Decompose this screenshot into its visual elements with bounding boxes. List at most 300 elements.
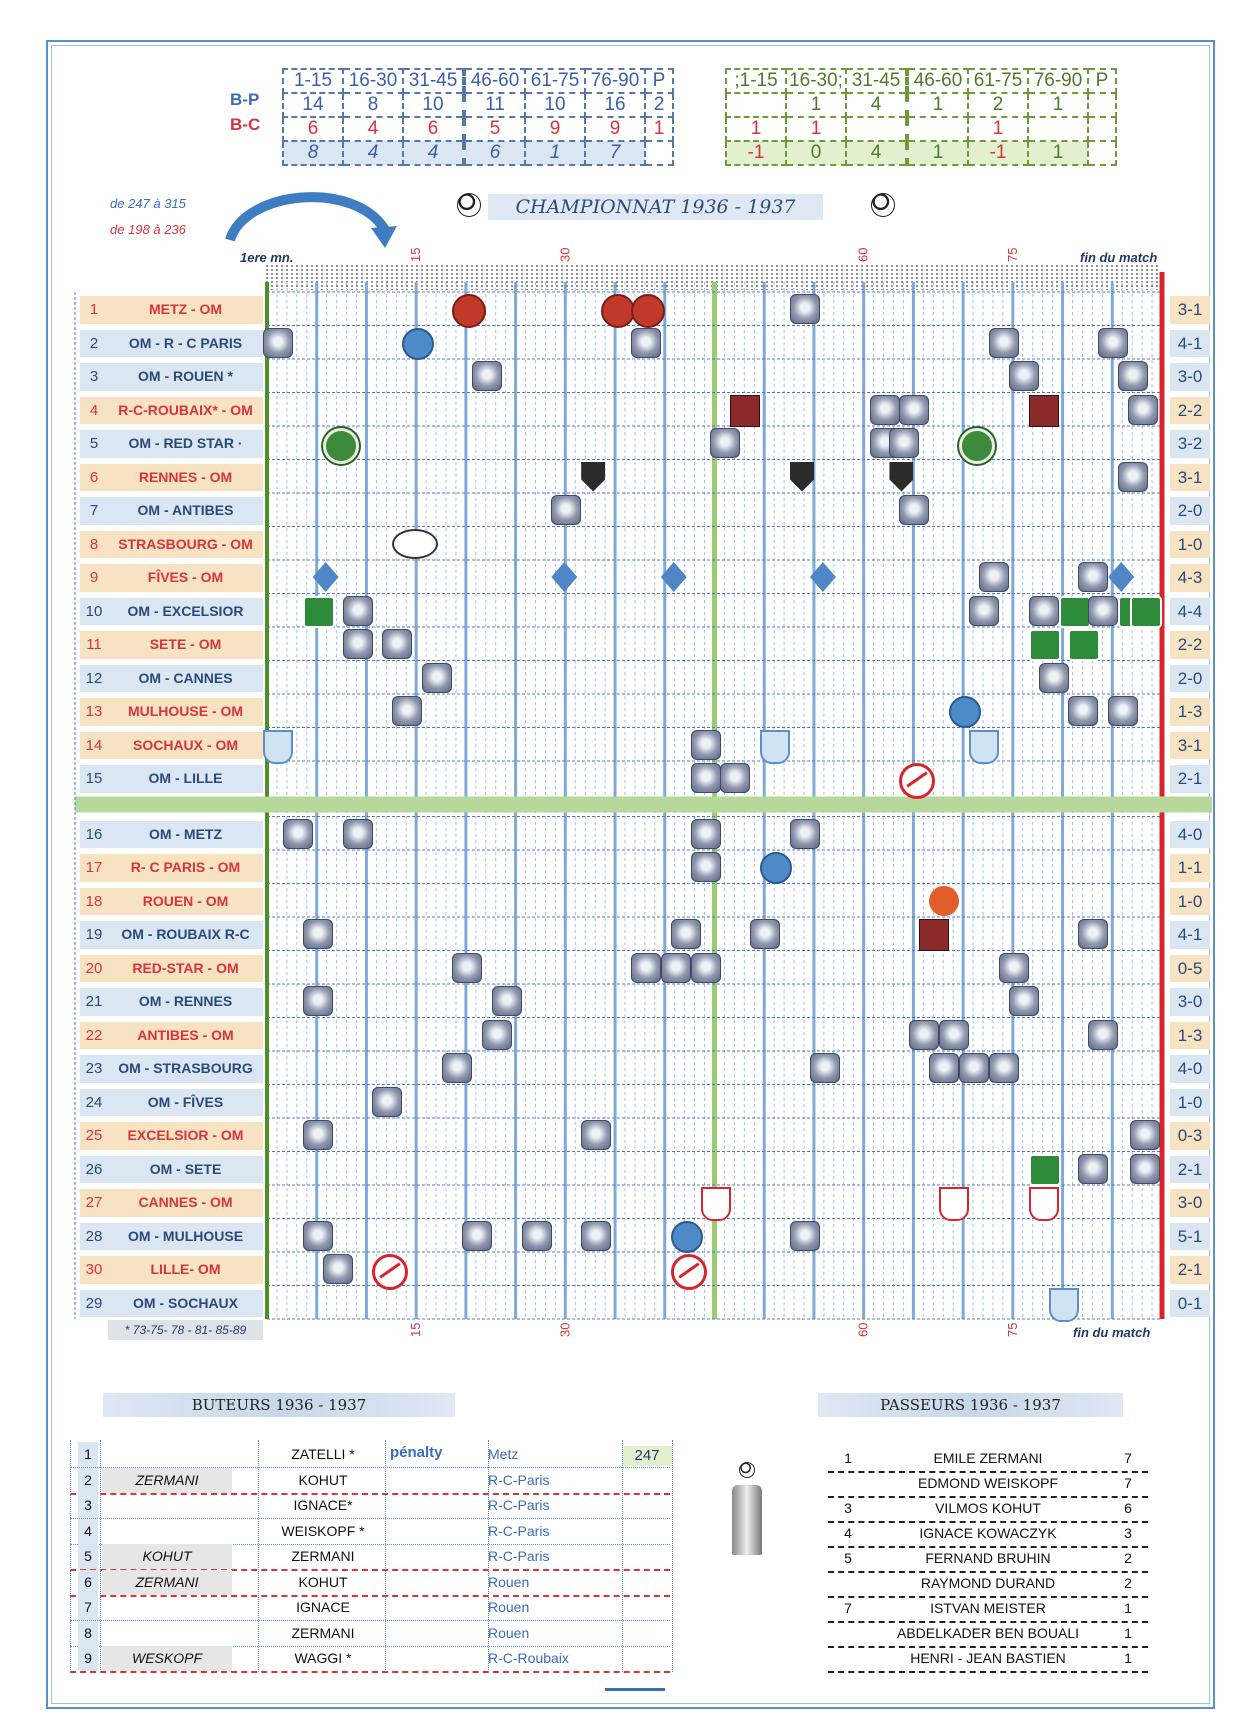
stats-cell: 1 xyxy=(907,93,968,117)
match-score: 4-4 xyxy=(1170,598,1210,626)
match-number: 10 xyxy=(80,598,108,626)
stats-cell: 4 xyxy=(343,117,403,141)
passer-count: 1 xyxy=(1124,1650,1132,1666)
om-goal-icon xyxy=(750,919,780,949)
match-score: 3-2 xyxy=(1170,430,1210,458)
match-number: 8 xyxy=(80,531,108,559)
om-goal-icon xyxy=(969,596,999,626)
match-name: OM - FÎVES xyxy=(108,1089,263,1117)
opponent-name: R-C-Paris xyxy=(488,1471,550,1488)
match-number: 7 xyxy=(80,497,108,525)
passer-count: 6 xyxy=(1124,1500,1132,1516)
match-name: ANTIBES - OM xyxy=(108,1022,263,1050)
opponent-goal-icon xyxy=(959,428,995,464)
stats-cell: ;1-15 xyxy=(726,69,786,93)
stats-cell: 31-45 xyxy=(846,69,907,93)
scorer-number: 2 xyxy=(78,1468,98,1493)
match-number: 28 xyxy=(80,1223,108,1251)
passer-count: 1 xyxy=(1124,1600,1132,1616)
passer-count: 3 xyxy=(1124,1525,1132,1541)
match-score: 2-1 xyxy=(1170,1156,1210,1184)
om-goal-icon xyxy=(810,1053,840,1083)
scorer-number: 1 xyxy=(78,1442,98,1467)
om-goal-icon xyxy=(631,328,661,358)
match-number: 20 xyxy=(80,955,108,983)
scorer-name: WAGGI * xyxy=(294,1650,352,1666)
passer-rank: 4 xyxy=(844,1525,852,1541)
opponent-name: Rouen xyxy=(488,1599,530,1615)
om-goal-icon xyxy=(1078,1154,1108,1184)
stats-cell: -1 xyxy=(968,141,1028,165)
bp-label: B-P xyxy=(230,90,260,109)
om-goal-icon xyxy=(631,953,661,983)
match-name: OM - RED STAR · xyxy=(108,430,263,458)
stats-cell: 1 xyxy=(786,117,846,141)
match-name: OM - CANNES xyxy=(108,665,263,693)
match-number: 16 xyxy=(80,821,108,849)
scorer-row xyxy=(70,1519,670,1545)
arrow-right-icon xyxy=(605,1688,665,1691)
assist-name: ZERMANI xyxy=(102,1468,232,1493)
scorer-number: 9 xyxy=(78,1646,98,1671)
opponent-goal-icon xyxy=(1029,1187,1059,1221)
om-goal-icon xyxy=(303,1221,333,1251)
passer-row xyxy=(828,1471,1148,1498)
opponent-name: R-C-Paris xyxy=(488,1497,550,1513)
om-goal-icon xyxy=(1128,395,1158,425)
om-goal-icon xyxy=(392,696,422,726)
opponent-goal-icon xyxy=(730,395,760,427)
match-number: 1 xyxy=(80,296,108,324)
opponent-goal-icon xyxy=(1049,1288,1079,1322)
table-divider xyxy=(385,1440,386,1672)
om-goal-icon xyxy=(989,328,1019,358)
om-goal-icon xyxy=(482,1020,512,1050)
opponent-goal-icon xyxy=(323,428,359,464)
opponent-goal-icon xyxy=(760,730,790,764)
scorer-number: 8 xyxy=(78,1621,98,1646)
match-name: OM - LILLE xyxy=(108,765,263,793)
passer-row xyxy=(828,1621,1148,1648)
stats-cell: P xyxy=(645,69,673,93)
table-divider xyxy=(100,1440,101,1672)
bc-label: B-C xyxy=(230,115,261,134)
trophy-icon xyxy=(732,1485,762,1555)
stats-cell: 1 xyxy=(726,117,786,141)
match-number: 29 xyxy=(80,1290,108,1318)
om-goal-icon xyxy=(323,1254,353,1284)
match-score: 1-1 xyxy=(1170,854,1210,882)
om-goal-icon xyxy=(1130,1120,1160,1150)
match-name: R- C PARIS - OM xyxy=(108,854,263,882)
om-goal-icon xyxy=(870,395,900,425)
om-goal-icon xyxy=(939,1020,969,1050)
om-goal-icon xyxy=(382,629,412,659)
match-number: 21 xyxy=(80,988,108,1016)
end-label-top: fin du match xyxy=(1080,250,1158,265)
opponent-goal-icon xyxy=(452,294,486,328)
om-goal-icon xyxy=(581,1221,611,1251)
passer-rank xyxy=(838,1621,858,1646)
om-goal-icon xyxy=(710,428,740,458)
stats-cell: 6 xyxy=(283,117,343,141)
opponent-goal-icon xyxy=(671,1254,707,1290)
match-name: STRASBOURG - OM xyxy=(108,531,263,559)
match-name: ROUEN - OM xyxy=(108,888,263,916)
opponent-goal-icon xyxy=(969,730,999,764)
om-goal-icon xyxy=(462,1221,492,1251)
om-goal-icon xyxy=(1118,361,1148,391)
opponent-goal-icon xyxy=(601,294,635,328)
assist-name xyxy=(102,1519,232,1544)
om-goal-icon xyxy=(720,763,750,793)
stats-cell: 16 xyxy=(585,93,645,117)
opponent-goal-icon xyxy=(1059,596,1091,628)
stats-cell: 1 xyxy=(1028,93,1088,117)
stats-cell: 16-30 xyxy=(343,69,403,93)
om-goal-icon xyxy=(1088,1020,1118,1050)
match-score: 3-1 xyxy=(1170,464,1210,492)
om-goal-icon xyxy=(303,986,333,1016)
stats-cell: 61-75 xyxy=(525,69,585,93)
stats-cell: 1 xyxy=(968,117,1028,141)
stats-cell: 8 xyxy=(343,93,403,117)
match-name: OM - MULHOUSE xyxy=(108,1223,263,1251)
scorer-name: ZERMANI xyxy=(291,1624,355,1641)
match-number: 17 xyxy=(80,854,108,882)
passer-name: RAYMOND DURAND xyxy=(920,1575,1056,1591)
assist-name xyxy=(102,1595,232,1620)
match-number: 15 xyxy=(80,765,108,793)
om-goal-icon xyxy=(1009,986,1039,1016)
assist-name xyxy=(102,1621,232,1646)
om-goal-icon xyxy=(671,919,701,949)
match-score: 4-0 xyxy=(1170,821,1210,849)
stats-cell: 1 xyxy=(786,93,846,117)
match-score: 4-0 xyxy=(1170,1055,1210,1083)
passer-rank xyxy=(838,1571,858,1596)
stats-cell: 4 xyxy=(403,141,464,165)
stats-cell: 1 xyxy=(907,141,968,165)
opponent-goal-icon xyxy=(1068,629,1100,661)
om-goal-icon xyxy=(691,852,721,882)
match-name: OM - EXCELSIOR xyxy=(108,598,263,626)
stats-cell: 11 xyxy=(464,93,525,117)
passer-name: EMILE ZERMANI xyxy=(933,1450,1043,1466)
stats-cell: 1-15 xyxy=(283,69,343,93)
om-goal-icon xyxy=(472,361,502,391)
om-goal-icon xyxy=(989,1053,1019,1083)
scorer-row xyxy=(70,1646,670,1673)
om-goal-icon xyxy=(1088,596,1118,626)
om-goal-icon xyxy=(790,1221,820,1251)
om-goal-icon xyxy=(1130,1154,1160,1184)
match-score: 1-3 xyxy=(1170,698,1210,726)
scorer-name: IGNACE* xyxy=(293,1497,353,1513)
match-score: 1-3 xyxy=(1170,1022,1210,1050)
match-score: 1-0 xyxy=(1170,1089,1210,1117)
opponent-goal-icon xyxy=(1130,596,1162,628)
opponent-goal-icon xyxy=(402,328,434,360)
opponent-goal-icon xyxy=(303,596,335,628)
stats-cell: 31-45 xyxy=(403,69,464,93)
opponent-goal-icon xyxy=(1029,395,1059,427)
scorer-row xyxy=(70,1493,670,1519)
match-number: 25 xyxy=(80,1122,108,1150)
match-score: 1-0 xyxy=(1170,531,1210,559)
match-score: 2-2 xyxy=(1170,631,1210,659)
om-goal-icon xyxy=(492,986,522,1016)
end-label-bottom: fin du match xyxy=(1073,1325,1151,1340)
passer-count: 2 xyxy=(1124,1550,1132,1566)
opponent-goal-icon xyxy=(760,852,792,884)
om-goal-icon xyxy=(1098,328,1128,358)
opponent-goal-icon xyxy=(949,696,981,728)
om-goal-icon xyxy=(691,730,721,760)
scorer-name: KOHUT xyxy=(298,1471,348,1488)
scorer-row xyxy=(70,1468,670,1495)
passer-name: IGNACE KOWACZYK xyxy=(919,1525,1057,1541)
match-name: SOCHAUX - OM xyxy=(108,732,263,760)
om-goal-icon xyxy=(889,428,919,458)
om-goal-icon xyxy=(442,1053,472,1083)
stats-cell: 2 xyxy=(645,93,673,117)
match-number: 11 xyxy=(80,631,108,659)
scorer-number: 5 xyxy=(78,1544,98,1569)
match-score: 4-3 xyxy=(1170,564,1210,592)
om-goal-icon xyxy=(691,819,721,849)
om-goal-icon xyxy=(899,395,929,425)
om-goal-icon xyxy=(283,819,313,849)
om-goal-icon xyxy=(1108,696,1138,726)
minute-tick-label: 15 xyxy=(408,247,424,262)
scorer-number: 7 xyxy=(78,1595,98,1620)
passer-name: HENRI - JEAN BASTIEN xyxy=(910,1650,1066,1666)
om-goal-icon xyxy=(790,819,820,849)
om-goal-icon xyxy=(909,1020,939,1050)
match-name: FÎVES - OM xyxy=(108,564,263,592)
match-name: OM - ANTIBES xyxy=(108,497,263,525)
scorer-row xyxy=(70,1570,670,1597)
opponent-name: Metz xyxy=(488,1446,519,1462)
opponent-goal-icon xyxy=(1029,629,1061,661)
om-goal-icon xyxy=(929,1053,959,1083)
om-goal-icon xyxy=(581,1120,611,1150)
match-name: LILLE- OM xyxy=(108,1256,263,1284)
passer-row xyxy=(828,1521,1148,1548)
table-divider xyxy=(258,1440,259,1672)
om-goal-icon xyxy=(372,1087,402,1117)
stats-cell: 2 xyxy=(968,93,1028,117)
stats-cell: 1 xyxy=(1028,141,1088,165)
match-number: 22 xyxy=(80,1022,108,1050)
passeurs-title: PASSEURS 1936 - 1937 xyxy=(818,1393,1123,1417)
match-score: 0-1 xyxy=(1170,1290,1210,1318)
passer-name: ISTVAN MEISTER xyxy=(930,1600,1046,1616)
ball-icon-trophy xyxy=(739,1462,755,1478)
match-name: OM - SOCHAUX xyxy=(108,1290,263,1318)
opponent-goal-icon xyxy=(939,1187,969,1221)
match-number: 23 xyxy=(80,1055,108,1083)
scorer-row xyxy=(70,1442,670,1468)
stats-cell: -1 xyxy=(726,141,786,165)
om-goal-icon xyxy=(522,1221,552,1251)
table-divider xyxy=(70,1440,71,1672)
opponent-goal-icon xyxy=(701,1187,731,1221)
opponent-name: R-C-Roubaix xyxy=(488,1650,569,1666)
scorer-name: IGNACE xyxy=(296,1599,350,1615)
opponent-goal-icon xyxy=(263,730,293,764)
match-number: 24 xyxy=(80,1089,108,1117)
passer-rank: 1 xyxy=(844,1450,852,1466)
om-goal-icon xyxy=(691,763,721,793)
minute-tick-label: 30 xyxy=(557,1322,573,1337)
passer-count: 1 xyxy=(1124,1625,1132,1641)
passer-rank: 3 xyxy=(844,1500,852,1516)
minute-tick-label: 15 xyxy=(408,1322,424,1337)
scorer-row xyxy=(70,1621,670,1647)
opponent-goal-icon xyxy=(919,919,949,951)
half-season-separator xyxy=(75,797,1212,813)
match-score: 3-1 xyxy=(1170,296,1210,324)
opponent-goal-icon xyxy=(671,1221,703,1253)
match-name: SETE - OM xyxy=(108,631,263,659)
passer-row xyxy=(828,1446,1148,1473)
om-goal-icon xyxy=(691,953,721,983)
match-score: 0-3 xyxy=(1170,1122,1210,1150)
om-goal-icon xyxy=(1078,562,1108,592)
om-goal-icon xyxy=(999,953,1029,983)
table-divider xyxy=(672,1440,673,1672)
stats-cell: 9 xyxy=(525,117,585,141)
opponent-goal-icon xyxy=(631,294,665,328)
match-name: OM - METZ xyxy=(108,821,263,849)
om-goal-icon xyxy=(790,294,820,324)
passer-row xyxy=(828,1596,1148,1623)
stats-cell: 10 xyxy=(525,93,585,117)
scorer-name: WEISKOPF * xyxy=(281,1522,365,1539)
opponent-goal-icon xyxy=(929,886,959,916)
scorer-name: KOHUT xyxy=(298,1573,348,1590)
scorer-name: ZATELLI * xyxy=(291,1446,355,1462)
legend-blue: de 247 à 315 xyxy=(110,196,186,211)
match-number: 5 xyxy=(80,430,108,458)
passer-name: VILMOS KOHUT xyxy=(935,1500,1041,1516)
stats-cell: 46-60 xyxy=(464,69,525,93)
match-number: 14 xyxy=(80,732,108,760)
om-goal-icon xyxy=(452,953,482,983)
assist-name xyxy=(102,1493,232,1518)
table-divider xyxy=(488,1440,489,1672)
stats-cell: 8 xyxy=(283,141,343,165)
table-divider xyxy=(622,1440,623,1672)
match-name: OM - SETE xyxy=(108,1156,263,1184)
match-score: 2-0 xyxy=(1170,665,1210,693)
match-score: 3-0 xyxy=(1170,363,1210,391)
stats-cell: 5 xyxy=(464,117,525,141)
scorer-name: ZERMANI xyxy=(291,1548,355,1564)
passer-name: EDMOND WEISKOPF xyxy=(917,1475,1058,1491)
stats-cell: P xyxy=(1088,69,1116,93)
match-score: 2-1 xyxy=(1170,765,1210,793)
passer-rank xyxy=(838,1646,858,1671)
total-goals: 247 xyxy=(622,1446,672,1466)
scorer-row xyxy=(70,1595,670,1621)
om-goal-icon xyxy=(551,495,581,525)
om-goal-icon xyxy=(1068,696,1098,726)
match-number: 12 xyxy=(80,665,108,693)
om-goal-icon xyxy=(959,1053,989,1083)
stats-cell: 4 xyxy=(846,141,907,165)
match-name: METZ - OM xyxy=(108,296,263,324)
passer-rank: 5 xyxy=(844,1550,852,1566)
match-name: EXCELSIOR - OM xyxy=(108,1122,263,1150)
match-number: 2 xyxy=(80,330,108,358)
scorer-row xyxy=(70,1544,670,1571)
minute-tick-label: 75 xyxy=(1004,247,1020,262)
stats-cell: 6 xyxy=(464,141,525,165)
stats-cell: 10 xyxy=(403,93,464,117)
minute-tick-label: 75 xyxy=(1004,1322,1020,1337)
match-name: OM - STRASBOURG xyxy=(108,1055,263,1083)
match-score: 1-0 xyxy=(1170,888,1210,916)
om-goal-icon xyxy=(343,629,373,659)
stats-cell: 16-30; xyxy=(786,69,846,93)
match-number: 6 xyxy=(80,464,108,492)
match-name: MULHOUSE - OM xyxy=(108,698,263,726)
match-number: 30 xyxy=(80,1256,108,1284)
minute-tick-label: 60 xyxy=(855,247,871,262)
passer-rank xyxy=(838,1471,858,1496)
match-score: 3-0 xyxy=(1170,988,1210,1016)
om-goal-icon xyxy=(422,663,452,693)
opponent-goal-icon xyxy=(1029,1154,1061,1186)
match-score: 3-1 xyxy=(1170,732,1210,760)
om-goal-icon xyxy=(343,596,373,626)
start-label: 1ere mn. xyxy=(240,250,294,265)
match-name: RED-STAR - OM xyxy=(108,955,263,983)
stats-cell: 4 xyxy=(846,93,907,117)
match-number: 19 xyxy=(80,921,108,949)
opponent-name: Rouen xyxy=(488,1573,530,1590)
match-name: CANNES - OM xyxy=(108,1189,263,1217)
match-number: 9 xyxy=(80,564,108,592)
stats-cell: 14 xyxy=(283,93,343,117)
stats-cell: 9 xyxy=(585,117,645,141)
match-number: 4 xyxy=(80,397,108,425)
page-title: CHAMPIONNAT 1936 - 1937 xyxy=(488,192,823,220)
passer-name: FERNAND BRUHIN xyxy=(925,1550,1051,1566)
scorer-number: 4 xyxy=(78,1519,98,1544)
stats-cell: 1 xyxy=(525,141,585,165)
passer-count: 7 xyxy=(1124,1475,1132,1491)
om-goal-icon xyxy=(263,328,293,358)
match-score: 0-5 xyxy=(1170,955,1210,983)
assist-name: ZERMANI xyxy=(102,1570,232,1595)
passer-row xyxy=(828,1646,1148,1673)
stats-cell: 4 xyxy=(343,141,403,165)
om-goal-icon xyxy=(1118,462,1148,492)
match-number: 3 xyxy=(80,363,108,391)
match-name: OM - R - C PARIS xyxy=(108,330,263,358)
passer-row xyxy=(828,1571,1148,1598)
stats-cell: 0 xyxy=(786,141,846,165)
match-score: 2-0 xyxy=(1170,497,1210,525)
minute-tick-label: 60 xyxy=(855,1322,871,1337)
match-name: OM - RENNES xyxy=(108,988,263,1016)
om-goal-icon xyxy=(343,819,373,849)
opponent-name: R-C-Paris xyxy=(488,1548,550,1564)
